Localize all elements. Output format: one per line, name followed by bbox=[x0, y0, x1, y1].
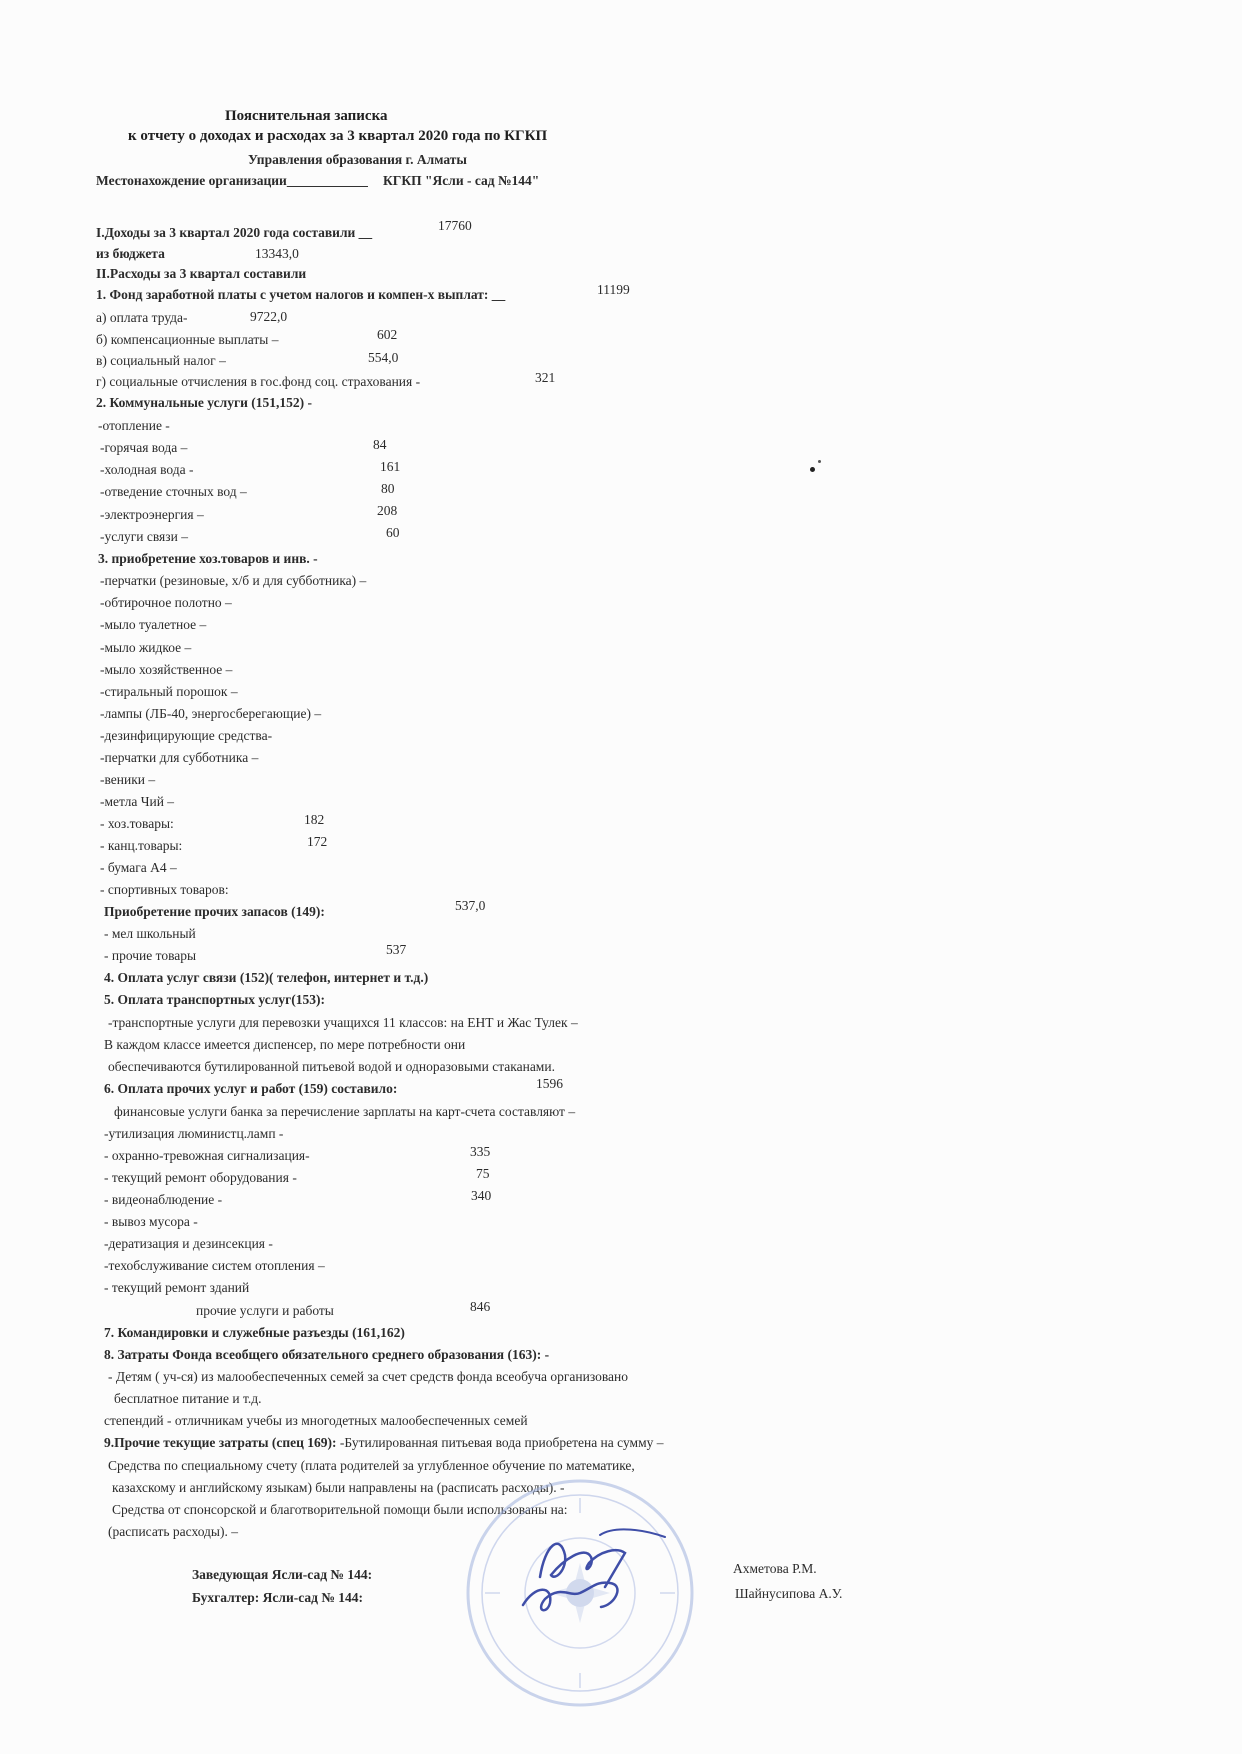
list-item: - текущий ремонт оборудования - bbox=[104, 1170, 297, 1185]
handwritten-signatures bbox=[505, 1515, 675, 1625]
list-item-value: 161 bbox=[380, 459, 401, 474]
paragraph-line: казахскому и английскому языкам) были направлены на (расписать расходы). - bbox=[112, 1480, 565, 1495]
signature-role-accountant: Бухгалтер: Ясли-сад № 144: bbox=[192, 1590, 364, 1605]
section-3b-value: 537,0 bbox=[455, 898, 486, 913]
budget-label: из бюджета bbox=[96, 246, 165, 261]
list-item-value: 335 bbox=[470, 1144, 491, 1159]
list-item: - прочие товары bbox=[104, 948, 197, 963]
list-item: - канц.товары: bbox=[100, 838, 183, 853]
list-item: -лампы (ЛБ-40, энергосберегающие) – bbox=[100, 706, 322, 721]
signature-name-accountant: Шайнусипова А.У. bbox=[735, 1586, 843, 1601]
list-item: -утилизация люминистц.ламп - bbox=[104, 1126, 284, 1141]
list-item: -перчатки (резиновые, х/б и для субботника) – bbox=[100, 573, 367, 588]
signature-role-head: Заведующая Ясли-сад № 144: bbox=[192, 1567, 373, 1582]
paragraph-line: бесплатное питание и т.д. bbox=[114, 1391, 262, 1406]
doc-title: Пояснительная записка bbox=[225, 108, 388, 124]
paragraph-line: Средства по специальному счету (плата родителей за углубленное обучение по математике, bbox=[108, 1458, 635, 1473]
list-item: - бумага А4 – bbox=[100, 860, 177, 875]
list-item: г) социальные отчисления в гос.фонд соц. страхования - bbox=[96, 374, 421, 389]
list-item-value: 75 bbox=[476, 1166, 490, 1181]
list-item: -стиральный порошок – bbox=[100, 684, 238, 699]
list-item: -перчатки для субботника – bbox=[100, 750, 259, 765]
list-item: -холодная вода - bbox=[100, 462, 194, 477]
section-1-label: 1. Фонд заработной платы с учетом налогов и компен-х выплат: __ bbox=[96, 287, 506, 302]
budget-value: 13343,0 bbox=[255, 246, 299, 261]
list-item: -мыло хозяйственное – bbox=[100, 662, 233, 677]
list-item: б) компенсационные выплаты – bbox=[96, 332, 279, 347]
list-item: -дератизация и дезинсекция - bbox=[104, 1236, 273, 1251]
list-item: -дезинфицирующие средства- bbox=[100, 728, 273, 743]
list-item-value: 602 bbox=[377, 327, 398, 342]
section-6-label: 6. Оплата прочих услуг и работ (159) составило: bbox=[104, 1081, 398, 1096]
list-item-value: 554,0 bbox=[368, 350, 399, 365]
ink-speck bbox=[810, 467, 815, 472]
section-9-label: 9.Прочие текущие затраты (спец 169): bbox=[104, 1435, 337, 1450]
list-item: - охранно-тревожная сигнализация- bbox=[104, 1148, 310, 1163]
list-item: -веники – bbox=[100, 772, 156, 787]
paragraph-line: Средства от спонсорской и благотворительной помощи были использованы на: bbox=[112, 1502, 568, 1517]
list-item: -мыло жидкое – bbox=[100, 640, 192, 655]
list-item: -мыло туалетное – bbox=[100, 617, 207, 632]
section-1-value: 11199 bbox=[597, 282, 630, 297]
ink-speck bbox=[818, 460, 821, 463]
department: Управления образования г. Алматы bbox=[248, 152, 467, 167]
list-item: -техобслуживание систем отопления – bbox=[104, 1258, 325, 1273]
signature-name-head: Ахметова Р.М. bbox=[733, 1561, 817, 1576]
list-item-value: 208 bbox=[377, 503, 398, 518]
section-4-label: 4. Оплата услуг связи (152)( телефон, интернет и т.д.) bbox=[104, 970, 429, 985]
list-item-value: 80 bbox=[381, 481, 395, 496]
list-item: а) оплата труда- bbox=[96, 310, 188, 325]
list-item: - спортивных товаров: bbox=[100, 882, 229, 897]
paragraph-line: В каждом классе имеется диспенсер, по мере потребности они bbox=[104, 1037, 466, 1052]
list-item: -отопление - bbox=[98, 418, 170, 433]
section-3b-label: Приобретение прочих запасов (149): bbox=[104, 904, 325, 919]
section-8-label: 8. Затраты Фонда всеобщего обязательного среднего образования (163): - bbox=[104, 1347, 550, 1362]
section-9-text: -Бутилированная питьевая вода приобретена на сумму – bbox=[339, 1435, 664, 1450]
section-9-line bbox=[104, 1435, 664, 1451]
list-item-value: 9722,0 bbox=[250, 309, 288, 324]
expenses-header: II.Расходы за 3 квартал составили bbox=[96, 266, 307, 281]
location-value: КГКП "Ясли - сад №144" bbox=[383, 173, 540, 188]
section-5-label: 5. Оплата транспортных услуг(153): bbox=[104, 992, 325, 1007]
list-item: - вывоз мусора - bbox=[104, 1214, 198, 1229]
list-item: -услуги связи – bbox=[100, 529, 188, 544]
list-item-value: 321 bbox=[535, 370, 556, 385]
location-label: Местонахождение организации____________ bbox=[96, 173, 368, 188]
list-item: -отведение сточных вод – bbox=[100, 484, 247, 499]
list-item-value: 172 bbox=[307, 834, 328, 849]
paragraph-line: - Детям ( уч-ся) из малообеспеченных семей за счет средств фонда всеобуча организовано bbox=[108, 1369, 628, 1384]
paragraph-line: обеспечиваются бутилированной питьевой водой и одноразовыми стаканами. bbox=[108, 1059, 555, 1074]
list-item-value: 340 bbox=[471, 1188, 492, 1203]
income-value: 17760 bbox=[438, 218, 472, 233]
list-item: -горячая вода – bbox=[100, 440, 188, 455]
list-item: - текущий ремонт зданий bbox=[104, 1280, 250, 1295]
list-item: -электроэнергия – bbox=[100, 507, 204, 522]
paragraph-line: степендий - отличникам учебы из многодетных малообеспеченных семей bbox=[104, 1413, 528, 1428]
section-2-label: 2. Коммунальные услуги (151,152) - bbox=[96, 395, 312, 410]
list-item: в) социальный налог – bbox=[96, 353, 226, 368]
paragraph-line: -транспортные услуги для перевозки учащихся 11 классов: на ЕНТ и Жас Тулек – bbox=[108, 1015, 578, 1030]
section-7-label: 7. Командировки и служебные разъезды (161,162) bbox=[104, 1325, 405, 1340]
list-item: прочие услуги и работы bbox=[196, 1303, 334, 1318]
list-item: - видеонаблюдение - bbox=[104, 1192, 223, 1207]
income-label: I.Доходы за 3 квартал 2020 года составили __ bbox=[96, 225, 373, 240]
list-item: - мел школьный bbox=[104, 926, 196, 941]
list-item-value: 60 bbox=[386, 525, 400, 540]
list-item: - хоз.товары: bbox=[100, 816, 174, 831]
doc-subtitle: к отчету о доходах и расходах за 3 квартал 2020 года по КГКП bbox=[128, 128, 548, 144]
list-item-value: 182 bbox=[304, 812, 325, 827]
section-6-value: 1596 bbox=[536, 1076, 563, 1091]
list-item: -метла Чий – bbox=[100, 794, 175, 809]
paragraph-line: (расписать расходы). – bbox=[108, 1524, 238, 1539]
list-item: -обтирочное полотно – bbox=[100, 595, 232, 610]
list-item: финансовые услуги банка за перечисление зарплаты на карт-счета составляют – bbox=[114, 1104, 576, 1119]
list-item-value: 537 bbox=[386, 942, 407, 957]
list-item-value: 84 bbox=[373, 437, 387, 452]
section-3-label: 3. приобретение хоз.товаров и инв. - bbox=[98, 551, 318, 566]
list-item-value: 846 bbox=[470, 1299, 491, 1314]
